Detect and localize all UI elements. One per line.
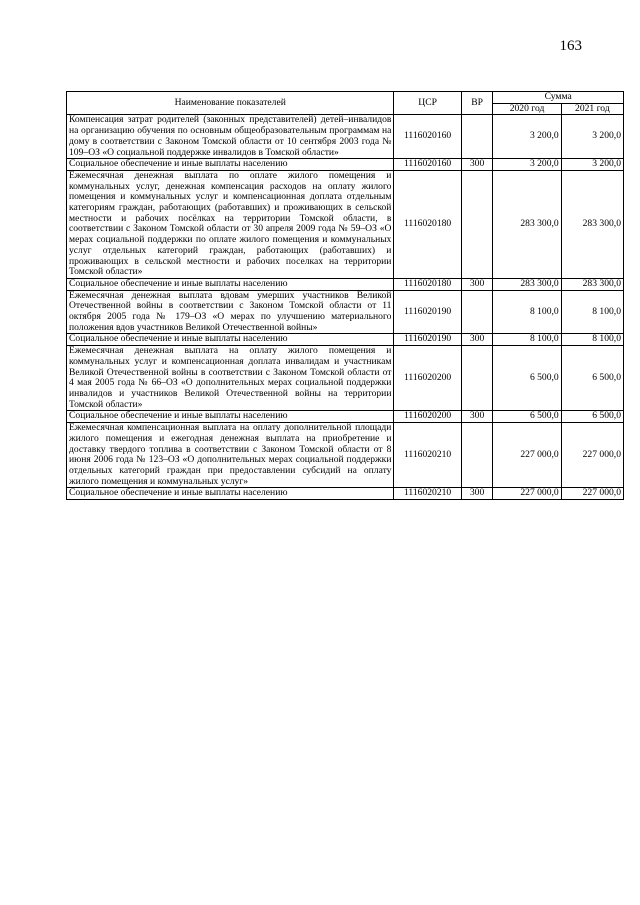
header-name: Наименование показателей <box>67 92 394 115</box>
row-sum-2020: 3 200,0 <box>493 159 561 171</box>
row-csr: 1116020180 <box>394 170 461 278</box>
table-header <box>67 92 624 115</box>
header-vr: ВР <box>461 92 493 115</box>
row-sum-2021: 6 500,0 <box>561 346 623 411</box>
row-sum-2021: 227 000,0 <box>561 423 623 488</box>
row-sum-2020: 6 500,0 <box>493 346 561 411</box>
row-sum-2021: 3 200,0 <box>561 159 623 171</box>
row-sum-2020: 8 100,0 <box>493 334 561 346</box>
row-sum-2020: 3 200,0 <box>493 115 561 159</box>
table-row <box>67 290 624 334</box>
table-row <box>67 278 624 290</box>
row-name: Социальное обеспечение и иные выплаты населению <box>67 411 394 423</box>
row-sum-2021: 6 500,0 <box>561 411 623 423</box>
row-sum-2020: 227 000,0 <box>493 423 561 488</box>
row-sum-2021: 283 300,0 <box>561 278 623 290</box>
row-name: Ежемесячная денежная выплата на оплату жилого помещения и коммунальных услуг и компенсационная доплата инвалидам и участникам Великой Отечественной войны в соответствии с Законом Томской области от 4 мая 2005 года № 66–ОЗ «О дополнительных мерах социальной поддержки инвалидов и участников Великой Отечественной войны на территории Томской области» <box>67 346 394 411</box>
row-vr <box>461 170 493 278</box>
row-csr: 1116020210 <box>394 488 461 500</box>
row-name: Ежемесячная денежная выплата вдовам умерших участников Великой Отечественной войны в соответствии с Законом Томской области от 11 октября 2005 года № 179–ОЗ «О мерах по улучшению материального положения вдов участников Великой Отечественной войны» <box>67 290 394 334</box>
table-row <box>67 115 624 159</box>
row-name: Социальное обеспечение и иные выплаты населению <box>67 159 394 171</box>
row-csr: 1116020190 <box>394 290 461 334</box>
row-name: Компенсация затрат родителей (законных представителей) детей–инвалидов на организацию обучения по основным общеобразовательным программам на дому в соответствии с Законом Томской области от 10 сентября 2003 года № 109–ОЗ «О социальной поддержке инвалидов в Томской области» <box>67 115 394 159</box>
row-vr <box>461 423 493 488</box>
header-sum: Сумма <box>493 92 624 104</box>
table-row <box>67 346 624 411</box>
header-year-2021: 2021 год <box>561 103 623 115</box>
row-sum-2021: 8 100,0 <box>561 290 623 334</box>
row-vr <box>461 290 493 334</box>
row-name: Социальное обеспечение и иные выплаты населению <box>67 278 394 290</box>
row-sum-2021: 227 000,0 <box>561 488 623 500</box>
row-vr <box>461 115 493 159</box>
row-csr: 1116020210 <box>394 423 461 488</box>
row-name: Ежемесячная компенсационная выплата на оплату дополнительной площади жилого помещения и ежегодная денежная выплата на приобретение и доставку твердого топлива в соответствии с Законом Томской области от 8 июня 2006 года № 123–ОЗ «О дополнительных мерах социальной поддержки отдельных категорий граждан при предоставлении субсидий на оплату жилого помещения и коммунальных услуг» <box>67 423 394 488</box>
table-row <box>67 423 624 488</box>
table-row <box>67 159 624 171</box>
row-name: Ежемесячная денежная выплата по оплате жилого помещения и коммунальных услуг, денежная компенсация расходов на оплату жилого помещения и коммунальных услуг и компенсационная доплата отдельным категориям граждан, работающих (работавших) и проживающих в сельской местности и рабочих посёлках на территории Томской области, в соответствии с Законом Томской области от 30 апреля 2009 года № 59–ОЗ «О мерах социальной поддержки по оплате жилого помещения и коммунальных услуг отдельных категорий граждан, работающих (работавших) и проживающих в сельской местности и рабочих поселках на территории Томской области» <box>67 170 394 278</box>
table-row <box>67 488 624 500</box>
row-sum-2021: 3 200,0 <box>561 115 623 159</box>
row-vr: 300 <box>461 159 493 171</box>
row-csr: 1116020190 <box>394 334 461 346</box>
row-vr <box>461 346 493 411</box>
table-row <box>67 411 624 423</box>
row-csr: 1116020200 <box>394 346 461 411</box>
row-sum-2020: 6 500,0 <box>493 411 561 423</box>
row-csr: 1116020160 <box>394 159 461 171</box>
table-row <box>67 170 624 278</box>
row-sum-2020: 8 100,0 <box>493 290 561 334</box>
row-csr: 1116020200 <box>394 411 461 423</box>
row-name: Социальное обеспечение и иные выплаты населению <box>67 334 394 346</box>
row-sum-2020: 283 300,0 <box>493 278 561 290</box>
row-sum-2021: 283 300,0 <box>561 170 623 278</box>
header-year-2020: 2020 год <box>493 103 561 115</box>
row-csr: 1116020160 <box>394 115 461 159</box>
row-sum-2021: 8 100,0 <box>561 334 623 346</box>
row-vr: 300 <box>461 278 493 290</box>
page-number: 163 <box>559 38 582 54</box>
row-csr: 1116020180 <box>394 278 461 290</box>
row-name: Социальное обеспечение и иные выплаты населению <box>67 488 394 500</box>
row-sum-2020: 283 300,0 <box>493 170 561 278</box>
row-sum-2020: 227 000,0 <box>493 488 561 500</box>
budget-table <box>66 91 624 500</box>
table-row <box>67 334 624 346</box>
row-vr: 300 <box>461 334 493 346</box>
row-vr: 300 <box>461 488 493 500</box>
row-vr: 300 <box>461 411 493 423</box>
header-csr: ЦСР <box>394 92 461 115</box>
